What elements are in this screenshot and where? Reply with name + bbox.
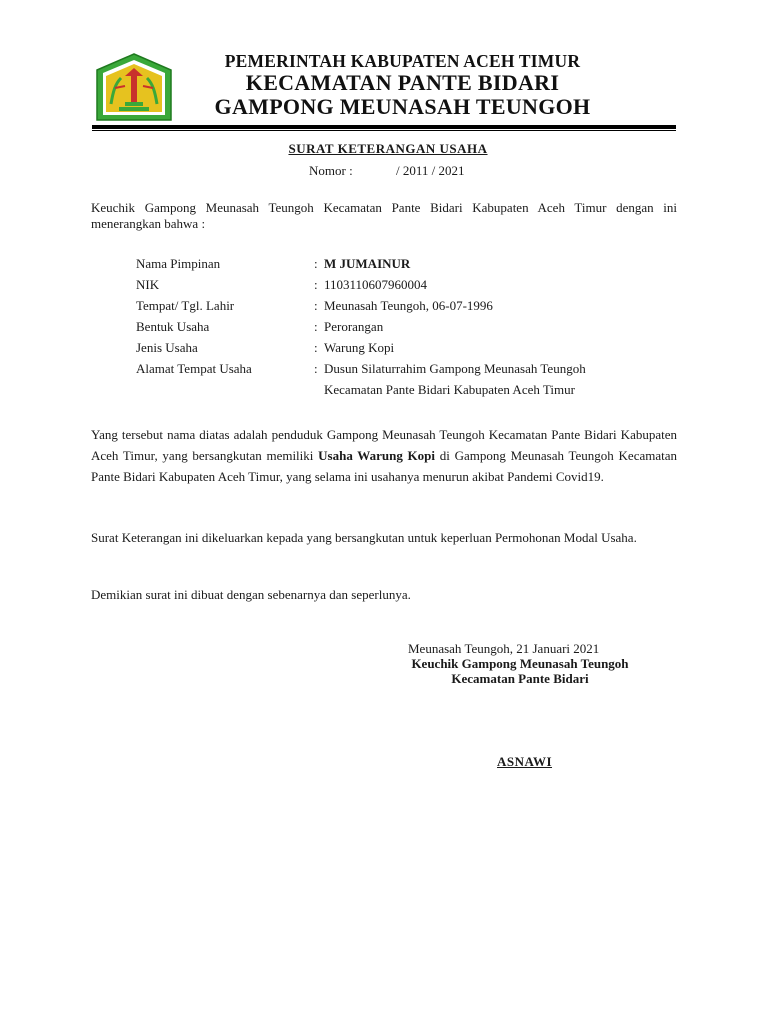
letterhead-line-1: PEMERINTAH KABUPATEN ACEH TIMUR — [224, 51, 581, 71]
aceh-timur-emblem-icon — [95, 52, 173, 122]
field-value-alamat-line-1: Dusun Silaturrahim Gampong Meunasah Teungoh — [324, 361, 586, 376]
body-business-name: Usaha Warung Kopi — [318, 448, 436, 463]
field-colon: : — [314, 277, 318, 292]
purpose-paragraph: Surat Keterangan ini dikeluarkan kepada yang bersangkutan untuk keperluan Permohonan Modal Usaha. — [91, 530, 637, 545]
closing-paragraph: Demikian surat ini dibuat dengan sebenarnya dan seperlunya. — [91, 587, 411, 602]
intro-paragraph: Keuchik Gampong Meunasah Teungoh Kecamatan Pante Bidari Kabupaten Aceh Timur dengan ini menerangkan bahwa : — [91, 200, 677, 231]
body-paragraph — [91, 424, 677, 487]
field-label-bentuk-usaha: Bentuk Usaha — [136, 319, 210, 334]
field-value-jenis-usaha: Warung Kopi — [324, 340, 395, 355]
field-label-alamat-tempat-usaha: Alamat Tempat Usaha — [136, 361, 252, 376]
field-value-tempat-tgl-lahir: Meunasah Teungoh, 06-07-1996 — [324, 298, 493, 313]
field-label-nik: NIK — [136, 277, 160, 292]
nomor-label: Nomor : — [309, 163, 353, 178]
letterhead-line-2: KECAMATAN PANTE BIDARI — [245, 70, 560, 95]
field-label-jenis-usaha: Jenis Usaha — [136, 340, 198, 355]
signature-place-date: Meunasah Teungoh, 21 Januari 2021 — [408, 641, 600, 656]
letterhead-divider-thick — [92, 125, 676, 129]
letterhead-line-3: GAMPONG MEUNASAH TEUNGOH — [214, 94, 591, 119]
document-title: SURAT KETERANGAN USAHA — [288, 141, 488, 156]
field-colon: : — [314, 319, 318, 334]
field-colon: : — [314, 298, 318, 313]
signatory-name: ASNAWI — [497, 754, 553, 769]
nomor-value: / 2011 / 2021 — [396, 163, 465, 178]
field-value-alamat-line-2: Kecamatan Pante Bidari Kabupaten Aceh Timur — [324, 382, 575, 397]
field-colon: : — [314, 361, 318, 376]
body-text-part-1: Yang tersebut nama diatas adalah penduduk Gampong Meunasah Teungoh Kecamatan Pante Bidari Kabupaten Aceh Timur, yang bersangkutan memiliki — [91, 427, 677, 463]
body-text-part-2: di Gampong Meunasah Teungoh Kecamatan Pante Bidari Kabupaten Aceh Timur, yang selama ini usahanya menurun akibat Pandemi Covid19. — [91, 448, 678, 484]
field-label-nama-pimpinan: Nama Pimpinan — [136, 256, 221, 271]
signature-title-2: Kecamatan Pante Bidari — [451, 671, 589, 686]
field-label-tempat-tgl-lahir: Tempat/ Tgl. Lahir — [136, 298, 235, 313]
field-value-nik: 1103110607960004 — [324, 277, 428, 292]
field-value-nama-pimpinan: M JUMAINUR — [324, 256, 411, 271]
field-colon: : — [314, 340, 318, 355]
field-value-bentuk-usaha: Perorangan — [324, 319, 384, 334]
field-colon: : — [314, 256, 318, 271]
letterhead-divider-thin — [92, 130, 676, 131]
signature-title-1: Keuchik Gampong Meunasah Teungoh — [411, 656, 629, 671]
